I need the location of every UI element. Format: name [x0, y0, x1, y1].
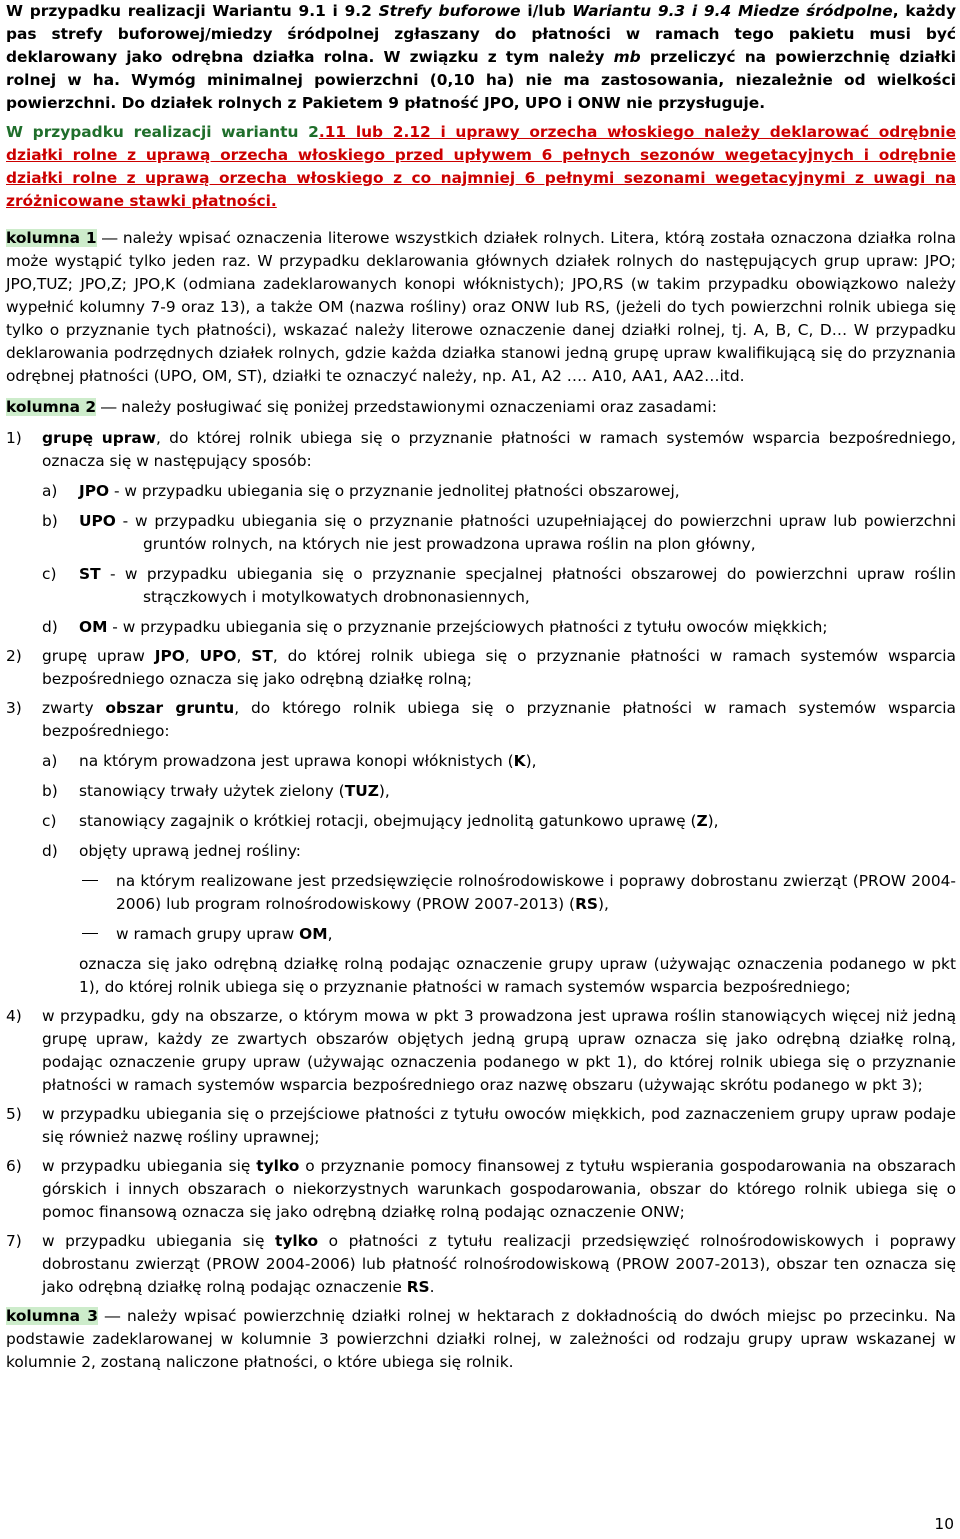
- text-run: zwarty: [42, 699, 106, 717]
- red-underlined-text: .11 lub 2.12 i uprawy orzecha włoskiego należy deklarować odrębnie działki rolne z uprawą orzecha włoskiego przed upływem 6 pełnych sezonów wegetacyjnych i odrębnie działki rolne z uprawą orzecha włoskiego z co najmniej 6 pełnymi sezonami wegetacyjnymi z uwagi na zróżnicowane stawki płatności.: [6, 123, 957, 210]
- sub-letter: d): [42, 842, 58, 860]
- sub-key: UPO: [79, 512, 116, 530]
- dash-text: ),: [598, 895, 609, 913]
- sub-text: - w przypadku ubiegania się o przyznanie specjalnej płatności obszarowej do powierzchni upraw roślin strączkowych i motylkowatych drobnonasiennych,: [100, 565, 956, 606]
- list-number: 6): [6, 1157, 22, 1175]
- sub-text: stanowiący zagajnik o krótkiej rotacji, obejmujący jednolitą gatunkowo uprawę (: [79, 812, 697, 830]
- list-number: 2): [6, 647, 22, 665]
- dash-bullet: [82, 933, 98, 934]
- sub-text: - w przypadku ubiegania się o przyznanie jednolitej płatności obszarowej,: [109, 482, 680, 500]
- list-item-text: w przypadku ubiegania się o przejściowe płatności z tytułu owoców miękkich, pod zaznaczeniem grupy upraw podaje się również nazwę rośliny uprawnej;: [42, 1105, 956, 1146]
- page-number: 10: [934, 1515, 954, 1533]
- text-bold: ST: [251, 647, 273, 665]
- pakiet9-paragraph: [6, 0, 956, 115]
- sub-text: objęty uprawą jednej rośliny:: [79, 842, 301, 860]
- sub-text: - w przypadku ubiegania się o przyznanie płatności uzupełniającej do powierzchni upraw lub powierzchni gruntów rolnych, na których nie jest prowadzona uprawa roślin na plon główny,: [115, 512, 956, 553]
- text-bold: grupę upraw: [42, 429, 156, 447]
- text-bold: OM: [299, 925, 328, 943]
- sub-text: ),: [525, 752, 537, 770]
- text-run: w przypadku ubiegania się: [42, 1157, 257, 1175]
- sub-letter: c): [42, 565, 57, 583]
- sub-item-1a: [6, 480, 956, 503]
- text-run: o przyznanie pomocy finansowej z tytułu wspierania gospodarowania na obszarach górskich i innych obszarach o niekorzystnych warunkach gospodarowania, obszar do którego rolnik ubiega się o pomoc finansową oznacza się jako odrębną działkę rolną podając oznaczenie ONW;: [42, 1157, 956, 1221]
- text-bold: Z: [696, 812, 708, 830]
- list-number: 3): [6, 699, 22, 717]
- text-bold: TUZ: [344, 782, 379, 800]
- text-run: w przypadku ubiegania się: [42, 1232, 275, 1250]
- text-bold: UPO: [199, 647, 237, 665]
- dash-text: na którym realizowane jest przedsięwzięcie rolnośrodowiskowe i poprawy dobrostanu zwierząt (PROW 2004-2006) lub program rolnośrodowiskowy (PROW 2007-2013) (: [116, 872, 956, 913]
- sub-letter: a): [42, 752, 58, 770]
- green-text: W przypadku realizacji wariantu 2: [6, 123, 319, 141]
- text-run: grupę upraw: [42, 647, 155, 665]
- kolumna-3-paragraph: [6, 1305, 956, 1374]
- dash-bullet: [82, 880, 98, 881]
- item-3-closing: oznacza się jako odrębną działkę rolną podając oznaczenie grupy upraw (używając oznaczenia podanego w pkt 1), do której rolnik ubiega się o przyznanie płatności w ramach systemów wsparcia bezpośredniego;: [79, 955, 956, 996]
- dash: ―: [96, 229, 123, 247]
- text-bold: K: [513, 752, 526, 770]
- text-bold: JPO: [154, 647, 185, 665]
- sub-letter: c): [42, 812, 57, 830]
- dash-item-rs: [6, 870, 956, 916]
- list-item-text: w przypadku, gdy na obszarze, o którym mowa w pkt 3 prowadzona jest uprawa roślin stanowiących więcej niż jedną grupę upraw, każdy ze zwartych obszarów objętych jedną grupą upraw oznacza się jako odrębną działkę rolną, podając oznaczenie grupy upraw (używając oznaczenia podanego w pkt 1), do której rolnik ubiega się o przyznanie płatności w ramach systemów wsparcia bezpośredniego oraz nazwę obszaru (używając skrótu podanego w pkt 3);: [42, 1007, 956, 1094]
- sub-letter: b): [42, 512, 58, 530]
- variant-paragraph: [6, 121, 956, 213]
- list-item-1: [6, 427, 956, 473]
- kolumna-2-label: kolumna 2: [6, 398, 97, 416]
- text-run: , każdy pas strefy buforowej/miedzy śródpolnej zgłaszany do płatności w ramach tego pakietu musi być deklarowany jako odrębna działka rolna. W związku z tym należy: [6, 2, 956, 66]
- kolumna-1-text: należy wpisać oznaczenia literowe wszystkich działek rolnych. Litera, którą została oznaczona działka rolna może wystąpić tylko jeden raz. W przypadku deklarowania głównych działek rolnych do następujących grup upraw: JPO; JPO,TUZ; JPO,Z; JPO,K (odmiana zadeklarowanych konopi włóknistych); JPO,RS (w takim przypadku obowiązkowo należy wypełnić kolumny 7-9 oraz 13), a także OM (nazwa rośliny) oraz ONW lub RS, (jeżeli do tych powierzchni rolnik ubiega się tylko o przyznanie tych płatności), wskazać należy literowe oznaczenie danej działki rolnej, tj. A, B, C, D… W przypadku deklarowania podrzędnych działek rolnych, gdzie każda działka stanowi jedną grupę upraw kwalifikującą się do przyznania odrębnej płatności (UPO, OM, ST), działki te oznaczyć należy, np. A1, A2 …. A10, AA1, AA2…itd.: [6, 229, 956, 385]
- text-run: i/lub: [520, 2, 573, 20]
- list-item-text: , do której rolnik ubiega się o przyznanie płatności w ramach systemów wsparcia bezpośredniego, oznacza się w następujący sposób:: [42, 429, 956, 470]
- list-number: 4): [6, 1007, 22, 1025]
- text-run-italic: Wariantu 9.3 i 9.4 Miedze śródpolne: [572, 2, 893, 20]
- kolumna-3-label: kolumna 3: [6, 1307, 98, 1325]
- sub-text: ),: [378, 782, 390, 800]
- sub-item-1b: [6, 510, 956, 556]
- kolumna-1-paragraph: [6, 227, 956, 388]
- list-number: 1): [6, 429, 22, 447]
- text-bold: tylko: [256, 1157, 300, 1175]
- text-bold: RS: [406, 1278, 430, 1296]
- sub-key: JPO: [79, 482, 110, 500]
- sub-item-1c: [6, 563, 956, 609]
- text-run: przeliczyć na powierzchnię działki rolnej w ha. Wymóg minimalnej powierzchni (0,10 ha) nie ma zastosowania, niezależnie od wielkości powierzchni. Do działek rolnych z Pakietem 9 płatność JPO, UPO i ONW nie przysługuje.: [6, 48, 957, 112]
- sub-item-3b: [6, 780, 956, 803]
- sub-item-1d: [6, 616, 956, 639]
- text-run-italic: mb: [613, 48, 641, 66]
- dash-text: w ramach grupy upraw: [116, 925, 300, 943]
- sub-letter: b): [42, 782, 58, 800]
- text-run: ,: [184, 647, 200, 665]
- sub-text: ),: [707, 812, 719, 830]
- kolumna-3-text: należy wpisać powierzchnię działki rolnej w hektarach z dokładnością do dwóch miejsc po przecinku. Na podstawie zadeklarowanej w kolumnie 3 powierzchni działki rolnej, w zależności od rodzaju grupy upraw wskazanej w kolumnie 2, zostaną naliczone płatności, o które ubiega się rolnik.: [6, 1307, 956, 1371]
- sub-key: OM: [79, 618, 108, 636]
- sub-item-3d: [6, 840, 956, 863]
- document-page: [6, 0, 956, 1374]
- text-run: W przypadku realizacji Wariantu 9.1 i 9.2: [6, 2, 379, 20]
- dash-item-om: [6, 923, 956, 946]
- list-item-7: [6, 1230, 956, 1299]
- text-run: , do której rolnik ubiega się o przyznanie płatności w ramach systemów wsparcia bezpośredniego oznacza się jako odrębną działkę rolną;: [42, 647, 956, 688]
- sub-item-3a: [6, 750, 956, 773]
- dash: ―: [97, 1307, 127, 1325]
- text-run: o płatności z tytułu realizacji przedsięwzięć rolnośrodowiskowych i poprawy dobrostanu zwierząt (PROW 2004-2006) lub płatność rolnośrodowiskową (PROW 2007-2013), obszar ten oznacza się jako odrębną działkę rolną podając oznaczenie: [42, 1232, 956, 1296]
- kolumna-2-text: ― należy posługiwać się poniżej przedstawionymi oznaczeniami oraz zasadami:: [96, 398, 717, 416]
- text-run-italic: Strefy buforowe: [378, 2, 521, 20]
- list-item-5: [6, 1103, 956, 1149]
- sub-key: ST: [79, 565, 101, 583]
- sub-text: - w przypadku ubiegania się o przyznanie przejściowych płatności z tytułu owoców miękkich;: [107, 618, 828, 636]
- list-item-2: [6, 645, 956, 691]
- text-bold: tylko: [275, 1232, 319, 1250]
- sub-item-3c: [6, 810, 956, 833]
- kolumna-2-paragraph: [6, 396, 956, 419]
- sub-text: stanowiący trwały użytek zielony (: [79, 782, 345, 800]
- list-number: 5): [6, 1105, 22, 1123]
- dash-text: ,: [327, 925, 333, 943]
- sub-letter: a): [42, 482, 58, 500]
- sub-text: na którym prowadzona jest uprawa konopi włóknistych (: [79, 752, 514, 770]
- text-run: , do którego rolnik ubiega się o przyznanie płatności w ramach systemów wsparcia bezpośredniego:: [42, 699, 956, 740]
- text-bold: RS: [575, 895, 598, 913]
- text-run: ,: [236, 647, 252, 665]
- text-run: .: [429, 1278, 435, 1296]
- list-item-6: [6, 1155, 956, 1224]
- list-number: 7): [6, 1232, 22, 1250]
- kolumna-1-label: kolumna 1: [6, 229, 97, 247]
- text-bold: obszar gruntu: [105, 699, 235, 717]
- sub-letter: d): [42, 618, 58, 636]
- list-item-4: [6, 1005, 956, 1097]
- list-item-3: [6, 697, 956, 743]
